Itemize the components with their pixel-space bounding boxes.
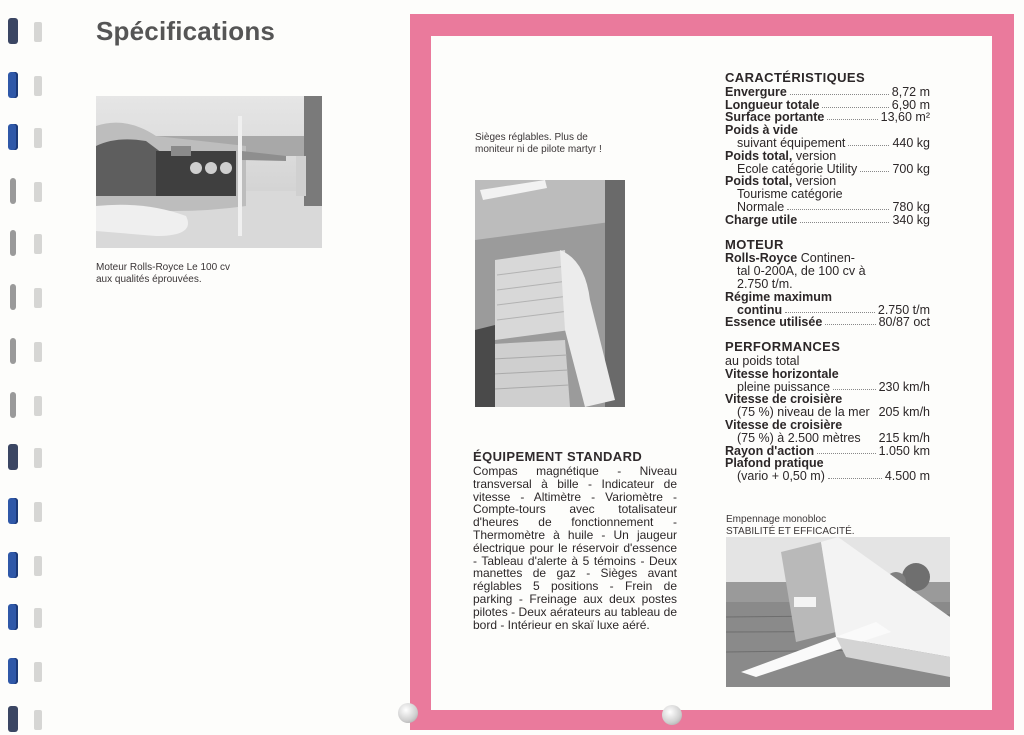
engine-section bbox=[725, 236, 930, 330]
spec-label: Plafond pratique bbox=[725, 456, 824, 471]
spec-text: Continen- bbox=[800, 251, 855, 266]
spec-label: Charge utile bbox=[725, 212, 798, 227]
spec-sublabel: suivant équipement bbox=[737, 135, 846, 150]
spec-row bbox=[725, 86, 930, 99]
spec-text: 2.750 t/m. bbox=[737, 276, 793, 291]
spec-value: 4.500 m bbox=[884, 469, 930, 484]
spec-sublabel: (vario + 0,50 m) bbox=[737, 469, 825, 484]
tail-caption-line: Empennage monobloc bbox=[726, 514, 827, 525]
binding-ring bbox=[4, 14, 42, 48]
spec-sublabel: (75 %) niveau de la mer bbox=[737, 405, 870, 420]
spec-value: 8,72 m bbox=[891, 84, 930, 99]
spec-row bbox=[725, 214, 930, 227]
spec-text: au poids total bbox=[725, 353, 800, 368]
spec-label: Poids à vide bbox=[725, 123, 798, 138]
spec-label: Surface portante bbox=[725, 110, 825, 125]
equipment-section bbox=[473, 449, 677, 631]
spec-value: 780 kg bbox=[892, 199, 930, 214]
performance-heading: PERFORMANCES bbox=[725, 339, 841, 355]
spec-label: Vitesse horizontale bbox=[725, 366, 839, 381]
binding-ring bbox=[4, 702, 42, 735]
spec-sublabel: Tourisme catégorie bbox=[737, 187, 843, 202]
spec-label: Poids total, bbox=[725, 174, 793, 189]
spec-row bbox=[725, 201, 930, 214]
engine-photo bbox=[96, 96, 322, 248]
characteristics-section bbox=[725, 72, 930, 227]
spec-value: 1.050 km bbox=[878, 443, 930, 458]
binding-ring bbox=[4, 494, 42, 528]
spec-label-rest: version bbox=[795, 148, 837, 163]
spec-label: Rayon d'action bbox=[725, 443, 815, 458]
spec-row bbox=[725, 432, 930, 445]
spec-label: Essence utilisée bbox=[725, 315, 823, 330]
tail-caption-line: STABILITÉ ET EFFICACITÉ. bbox=[726, 526, 855, 537]
binding-ring bbox=[4, 280, 42, 314]
characteristics-heading: CARACTÉRISTIQUES bbox=[725, 70, 866, 85]
binding-ring bbox=[4, 120, 42, 154]
binding-ring bbox=[4, 68, 42, 102]
spec-label-rest: version bbox=[795, 174, 837, 189]
binding-ring bbox=[4, 226, 42, 260]
spec-label: Longueur totale bbox=[725, 97, 820, 112]
spec-value: 700 kg bbox=[892, 161, 930, 176]
spec-label: Vitesse de croisière bbox=[725, 392, 843, 407]
tail-caption bbox=[726, 514, 926, 538]
spiral-binding bbox=[0, 0, 50, 735]
specifications-table bbox=[725, 72, 930, 483]
spec-sublabel: continu bbox=[737, 302, 783, 317]
seats-caption: Sièges réglables. Plus de moniteur ni de pilote martyr ! bbox=[475, 132, 602, 155]
engine-caption: Moteur Rolls-Royce Le 100 cv aux qualités éprouvées. bbox=[96, 262, 230, 285]
seats-photo bbox=[475, 180, 625, 407]
spec-row bbox=[725, 406, 930, 419]
spec-value: 230 km/h bbox=[878, 379, 930, 394]
spec-value: 340 kg bbox=[892, 212, 930, 227]
spec-sublabel: (75 %) à 2.500 mètres bbox=[737, 430, 861, 445]
spec-value: 13,60 m² bbox=[880, 110, 930, 125]
spec-value: 205 km/h bbox=[878, 405, 930, 420]
binding-ring bbox=[4, 388, 42, 422]
spec-value: 6,90 m bbox=[891, 97, 930, 112]
page-title: Spécifications bbox=[96, 16, 276, 46]
spec-sublabel: pleine puissance bbox=[737, 379, 831, 394]
spec-sublabel: Normale bbox=[737, 199, 785, 214]
spec-value: 80/87 oct bbox=[878, 315, 930, 330]
binding-ring bbox=[4, 174, 42, 208]
staple-icon bbox=[662, 705, 682, 725]
spec-row bbox=[725, 316, 930, 329]
spec-text: tal 0-200A, de 100 cv à bbox=[737, 264, 866, 279]
spec-label-line bbox=[725, 150, 930, 163]
binding-ring bbox=[4, 440, 42, 474]
spec-label: Régime maximum bbox=[725, 289, 832, 304]
spec-value: 215 km/h bbox=[878, 430, 930, 445]
spec-sublabel: Ecole catégorie Utility bbox=[737, 161, 858, 176]
binding-ring bbox=[4, 600, 42, 634]
performance-section bbox=[725, 341, 930, 483]
spec-value: 2.750 t/m bbox=[877, 302, 930, 317]
binding-ring bbox=[4, 548, 42, 582]
tail-photo bbox=[726, 537, 950, 687]
equipment-body: Compas magnétique - Niveau transversal à bille - Indicateur de vitesse - Altimètre - Variomètre - Compte-tours avec totalisateur d'heures de fonctionnement - Thermomètre à huile - Un jaugeur électrique pour le réservoir d'essence - Tableau d'alerte à 5 témoins - Deux manettes de gaz - Sièges avant réglables 5 positions - Frein de parking - Freinage aux deux postes pilotes - Deux aérateurs au tableau de bord - Intérieur en skaï luxe aéré. bbox=[473, 464, 677, 632]
staple-icon bbox=[398, 703, 418, 723]
equipment-heading: ÉQUIPEMENT STANDARD bbox=[473, 449, 643, 464]
engine-heading: MOTEUR bbox=[725, 236, 784, 252]
spec-label: Poids total, bbox=[725, 148, 793, 163]
binding-ring bbox=[4, 334, 42, 368]
binding-ring bbox=[4, 654, 42, 688]
spec-label: Envergure bbox=[725, 84, 787, 99]
spec-value: 440 kg bbox=[892, 135, 930, 150]
spec-label: Vitesse de croisière bbox=[725, 417, 843, 432]
spec-label: Rolls-Royce bbox=[725, 251, 798, 266]
spec-row bbox=[725, 470, 930, 483]
